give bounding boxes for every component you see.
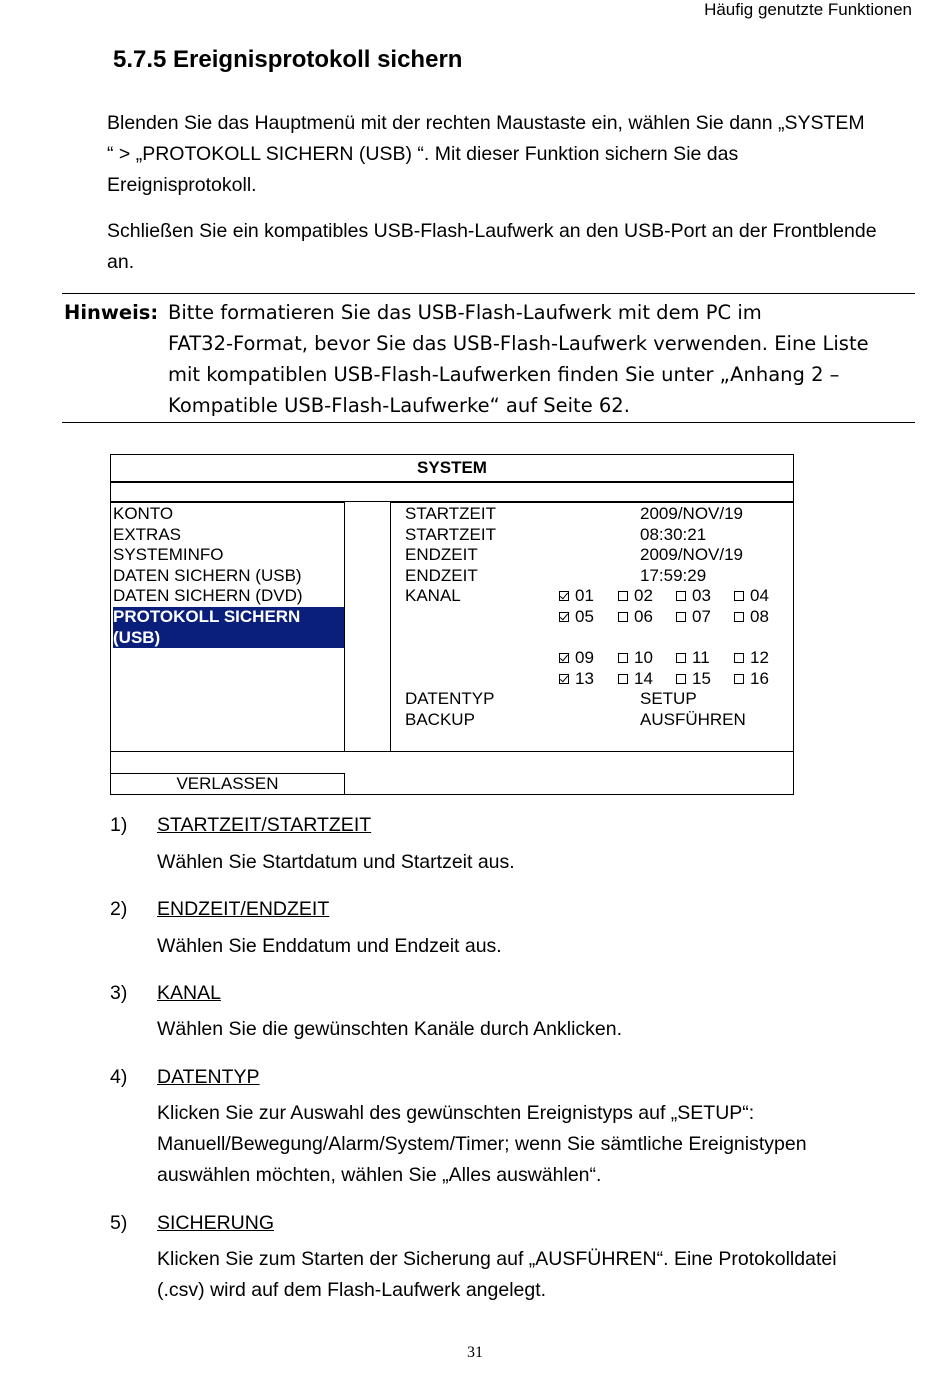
- channel-number: 01: [575, 586, 594, 606]
- channel-checkbox[interactable]: [559, 607, 594, 628]
- checkbox-unchecked-icon: [618, 612, 628, 622]
- text-line: Ereignisprotokoll.: [107, 174, 257, 196]
- text-line: auswählen möchten, wählen Sie „Alles auswählen“.: [157, 1164, 602, 1186]
- menu-item-label: (USB): [113, 627, 161, 647]
- step-title: DATENTYP: [157, 1066, 260, 1088]
- channel-checkbox[interactable]: [676, 607, 711, 628]
- intro-paragraph-2: [107, 216, 922, 278]
- channel-number: 13: [575, 668, 594, 688]
- step-description: Wählen Sie Startdatum und Startzeit aus.: [157, 851, 515, 873]
- channel-number: 12: [750, 648, 769, 668]
- checkbox-unchecked-icon: [618, 591, 628, 601]
- dialog-title: SYSTEM: [417, 458, 487, 477]
- note-label: Hinweis:: [64, 301, 159, 324]
- datatype-label: DATENTYP: [405, 689, 495, 709]
- text-line: Klicken Sie zum Starten der Sicherung auf „AUSFÜHREN“. Eine Protokolldatei: [157, 1248, 837, 1270]
- step-number: 5): [110, 1212, 128, 1234]
- text-line: FAT32-Format, bevor Sie das USB-Flash-Laufwerk verwenden. Eine Liste: [168, 332, 869, 355]
- channel-number: 10: [634, 648, 653, 668]
- checkbox-unchecked-icon: [676, 674, 686, 684]
- checkbox-checked-icon: [559, 591, 569, 601]
- checkbox-unchecked-icon: [676, 653, 686, 663]
- checkbox-unchecked-icon: [734, 674, 744, 684]
- settings-panel: [390, 502, 794, 752]
- menu-item-label: PROTOKOLL SICHERN: [113, 607, 301, 626]
- channel-checkbox[interactable]: [618, 607, 653, 628]
- text-line: Bitte formatieren Sie das USB-Flash-Laufwerk mit dem PC im: [168, 301, 762, 324]
- menu-item-daten-sichern-usb[interactable]: DATEN SICHERN (USB): [113, 565, 302, 585]
- text-line: Schließen Sie ein kompatibles USB-Flash-Laufwerk an den USB-Port an der Frontblende: [107, 220, 877, 242]
- checkbox-unchecked-icon: [734, 653, 744, 663]
- text-line: (.csv) wird auf dem Flash-Laufwerk angelegt.: [157, 1279, 547, 1301]
- page-number: 31: [467, 1344, 483, 1361]
- text-line: Blenden Sie das Hauptmenü mit der rechten Maustaste ein, wählen Sie dann „SYSTEM: [107, 112, 865, 134]
- end-time-label: ENDZEIT: [405, 565, 478, 585]
- channel-checkbox[interactable]: [734, 669, 769, 690]
- channel-number: 14: [634, 668, 653, 688]
- section-title: 5.7.5 Ereignisprotokoll sichern: [113, 46, 463, 73]
- channel-number: 07: [692, 607, 711, 626]
- system-menu-panel: [110, 502, 345, 752]
- running-header: Häufig genutzte Funktionen: [704, 0, 912, 19]
- menu-item-protokoll-sichern-usb[interactable]: [113, 607, 344, 648]
- text-line: mit kompatiblen USB-Flash-Laufwerken finden Sie unter „Anhang 2 –: [168, 363, 840, 386]
- checkbox-unchecked-icon: [676, 612, 686, 622]
- step-title: STARTZEIT/STARTZEIT: [157, 814, 372, 836]
- checkbox-checked-icon: [559, 674, 569, 684]
- step-title: ENDZEIT/ENDZEIT: [157, 898, 330, 920]
- checkbox-unchecked-icon: [618, 653, 628, 663]
- step-title: SICHERUNG: [157, 1212, 275, 1234]
- text-line: Klicken Sie zur Auswahl des gewünschten Ereignistyps auf „SETUP“:: [157, 1102, 755, 1124]
- note-text: [168, 297, 928, 421]
- channel-number: 04: [750, 586, 769, 606]
- text-line: “ > „PROTOKOLL SICHERN (USB) “. Mit dieser Funktion sichern Sie das: [107, 143, 739, 165]
- step-description: Wählen Sie Enddatum und Endzeit aus.: [157, 935, 502, 957]
- note-top-rule: [62, 293, 915, 294]
- channel-number: 02: [634, 586, 653, 606]
- channel-checkbox[interactable]: [559, 669, 594, 690]
- channel-number: 05: [575, 607, 594, 626]
- checkbox-unchecked-icon: [676, 591, 686, 601]
- channel-label: KANAL: [405, 586, 461, 606]
- system-dialog-screenshot: [110, 454, 795, 796]
- channel-number: 08: [750, 607, 769, 626]
- channel-checkbox[interactable]: [676, 648, 710, 669]
- channel-number: 16: [750, 668, 769, 688]
- start-date-label: STARTZEIT: [405, 504, 496, 523]
- start-date-value[interactable]: 2009/NOV/19: [640, 504, 744, 523]
- menu-item-daten-sichern-dvd[interactable]: DATEN SICHERN (DVD): [113, 586, 303, 606]
- end-date-value[interactable]: 2009/NOV/19: [640, 545, 744, 565]
- exit-button[interactable]: VERLASSEN: [110, 773, 345, 795]
- note-bottom-rule: [62, 422, 915, 423]
- channel-checkbox[interactable]: [734, 586, 769, 607]
- end-time-value[interactable]: 17:59:29: [640, 565, 707, 585]
- channel-checkbox[interactable]: [559, 586, 594, 607]
- channel-checkbox[interactable]: [734, 648, 769, 669]
- menu-item-extras[interactable]: EXTRAS: [113, 524, 182, 544]
- text-line: Kompatible USB-Flash-Laufwerke“ auf Seite 62.: [168, 394, 630, 417]
- channel-checkbox[interactable]: [618, 586, 653, 607]
- channel-number: 03: [692, 586, 711, 606]
- checkbox-unchecked-icon: [734, 612, 744, 622]
- step-description: Wählen Sie die gewünschten Kanäle durch Anklicken.: [157, 1018, 623, 1040]
- backup-execute-button[interactable]: AUSFÜHREN: [640, 710, 746, 729]
- intro-paragraph-1: [107, 108, 922, 201]
- text-line: an.: [107, 251, 135, 273]
- channel-checkbox[interactable]: [559, 648, 594, 669]
- dialog-title-bar: [110, 454, 794, 482]
- menu-item-systeminfo[interactable]: SYSTEMINFO: [113, 545, 224, 565]
- channel-checkbox[interactable]: [618, 669, 653, 690]
- step-number: 2): [110, 898, 128, 920]
- channel-number: 11: [692, 648, 710, 668]
- step-number: 1): [110, 814, 128, 836]
- channel-checkbox[interactable]: [676, 669, 711, 690]
- start-time-value[interactable]: 08:30:21: [640, 524, 707, 544]
- channel-checkbox[interactable]: [676, 586, 711, 607]
- menu-item-konto[interactable]: KONTO: [113, 504, 174, 523]
- text-line: Manuell/Bewegung/Alarm/System/Timer; wenn Sie sämtliche Ereignistypen: [157, 1133, 807, 1155]
- channel-checkbox[interactable]: [618, 648, 653, 669]
- datatype-setup-button[interactable]: SETUP: [640, 689, 697, 709]
- checkbox-unchecked-icon: [734, 591, 744, 601]
- backup-label: BACKUP: [405, 710, 475, 729]
- end-date-label: ENDZEIT: [405, 545, 478, 565]
- dialog-spacer-bar: [110, 482, 794, 502]
- step-number: 3): [110, 982, 128, 1004]
- step-title: KANAL: [157, 982, 221, 1004]
- checkbox-checked-icon: [559, 653, 569, 663]
- checkbox-checked-icon: [559, 612, 569, 622]
- channel-number: 09: [575, 648, 594, 668]
- channel-number: 06: [634, 607, 653, 626]
- channel-checkbox[interactable]: [734, 607, 769, 628]
- step-number: 4): [110, 1066, 128, 1088]
- step-description: [157, 1244, 887, 1306]
- start-time-label: STARTZEIT: [405, 524, 496, 544]
- step-description: [157, 1098, 887, 1191]
- checkbox-unchecked-icon: [618, 674, 628, 684]
- channel-number: 15: [692, 668, 711, 688]
